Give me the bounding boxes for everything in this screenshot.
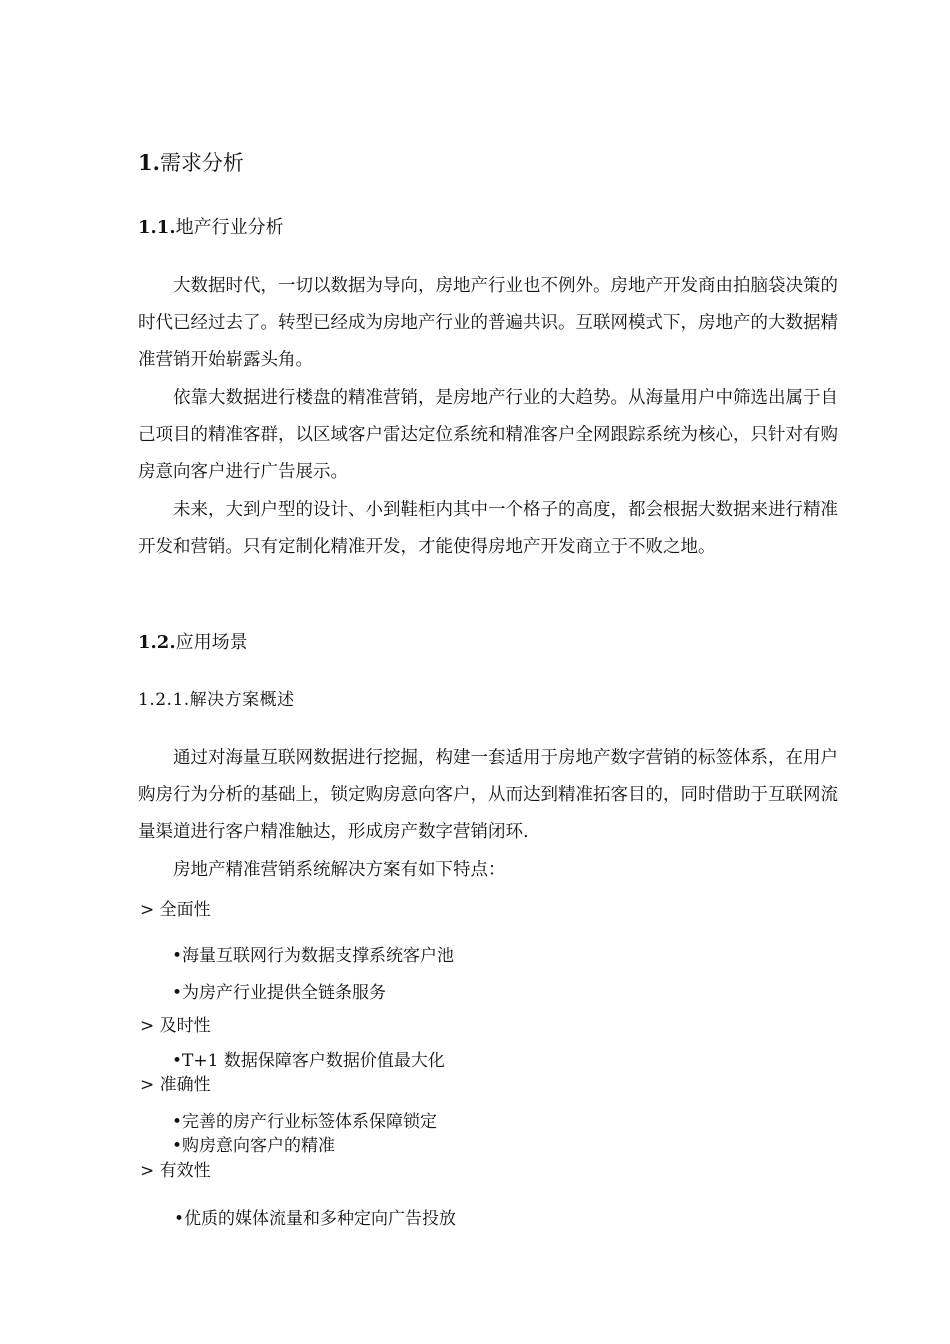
feature-item: •购房意向客户的精准 — [172, 1136, 336, 1156]
feature-item: •为房产行业提供全链条服务 — [172, 983, 387, 1003]
heading-1-1-text: 地产行业分析 — [175, 217, 284, 238]
heading-1-2-number: 1.2. — [138, 632, 176, 653]
paragraph: 大数据时代，一切以数据为导向，房地产行业也不例外。房地产开发商由拍脑袋决策的时代已经过去了。转型已经成为房地产行业的普遍共识。互联网模式下，房地产的大数据精准营销开始崭露头角。 — [138, 276, 838, 370]
heading-1-1-number: 1.1. — [138, 217, 176, 238]
heading-1-2 — [138, 634, 248, 652]
paragraph: 未来，大到户型的设计、小到鞋柜内其中一个格子的高度，都会根据大数据来进行精准开发和营销。只有定制化精准开发，才能使得房地产开发商立于不败之地。 — [138, 500, 838, 557]
heading-1-1 — [138, 219, 284, 237]
paragraph: 通过对海量互联网数据进行挖掘，构建一套适用于房地产数字营销的标签体系，在用户购房行为分析的基础上，锁定购房意向客户，从而达到精准拓客目的，同时借助于互联网流量渠道进行客户精准触达，形成房产数字营销闭环. — [138, 748, 838, 842]
feature-title: > 及时性 — [140, 1016, 211, 1036]
heading-1-number: 1. — [138, 150, 160, 175]
feature-item: •T+1 数据保障客户数据价值最大化 — [172, 1051, 445, 1071]
feature-title: > 准确性 — [140, 1075, 211, 1095]
feature-item: •优质的媒体流量和多种定向广告投放 — [174, 1209, 457, 1229]
heading-1-2-1: 1.2.1.解决方案概述 — [138, 690, 295, 710]
heading-1-text: 需求分析 — [159, 151, 244, 175]
feature-item: •完善的房产行业标签体系保障锁定 — [172, 1112, 438, 1132]
feature-title: > 有效性 — [140, 1161, 211, 1181]
heading-1 — [138, 152, 244, 174]
paragraph: 依靠大数据进行楼盘的精准营销，是房地产行业的大趋势。从海量用户中筛选出属于自己项目的精准客群，以区域客户雷达定位系统和精准客户全网跟踪系统为核心，只针对有购房意向客户进行广告展示。 — [138, 388, 838, 482]
feature-title: > 全面性 — [140, 900, 211, 920]
feature-item: •海量互联网行为数据支撑系统客户池 — [172, 946, 455, 966]
paragraph: 房地产精准营销系统解决方案有如下特点： — [173, 860, 506, 880]
heading-1-2-text: 应用场景 — [175, 632, 248, 653]
